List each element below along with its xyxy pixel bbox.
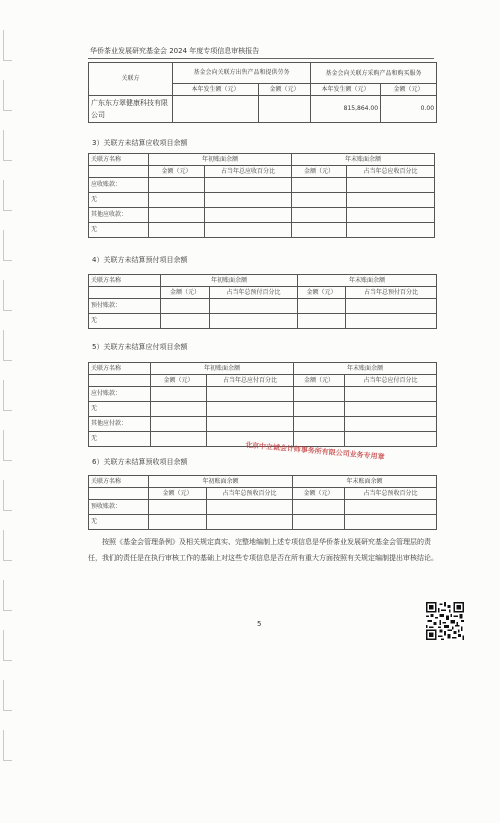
row-label: 无 [89, 432, 151, 447]
buys-year-cell: 815,864.00 [311, 96, 381, 123]
sales-amount-cell [259, 96, 311, 123]
sub-amount: 金额（元） [149, 488, 207, 500]
sub-buys-amount: 金额（元） [381, 84, 437, 96]
page-number: 5 [257, 620, 262, 628]
col-begin: 年初账面余额 [161, 275, 298, 287]
col-party: 关联方名称 [89, 154, 149, 166]
col-sales: 基金会向关联方出售产品和提供劳务 [173, 63, 311, 84]
table-row [89, 178, 435, 193]
row-label: 应收账款： [89, 178, 149, 193]
sub-amount: 金额（元） [151, 375, 207, 387]
advances-table [88, 475, 437, 530]
buys-amount-cell: 0.00 [381, 96, 437, 123]
table-row [89, 299, 437, 314]
table-row [89, 96, 437, 123]
sub-sales-year: 本年发生额（元） [173, 84, 259, 96]
sub-amount: 金额（元） [298, 287, 346, 299]
payables-table [88, 362, 437, 447]
row-label: 无 [89, 402, 151, 417]
table-row [89, 402, 437, 417]
col-end: 年末账面余额 [294, 363, 437, 375]
row-label: 其他应收款： [89, 208, 149, 223]
report-header: 华侨茶业发展研究基金会 2024 年度专项信息审核报告 [90, 47, 260, 55]
col-party: 关联方名称 [89, 275, 161, 287]
section-heading: 6）关联方未结算预收项目余额 [92, 458, 188, 466]
sub-pct: 占当年总应收百分比 [347, 166, 435, 178]
party-name: 广东东方翠健康科技有限公司 [89, 96, 173, 123]
col-begin: 年初账面余额 [151, 363, 294, 375]
row-label: 应付账款： [89, 387, 151, 402]
sub-amount: 金额（元） [292, 166, 347, 178]
table-row [89, 208, 435, 223]
audit-statement-text: 按照《基金会管理条例》及相关规定真实、完整地编制上述专项信息是华侨茶业发展研究基金会管理层的责任，我们的责任是在执行审核工作的基础上对这些专项信息是否在所有重大方面按照有关规定编制提出审核结论。 [88, 538, 438, 562]
related-transactions-table [88, 62, 437, 123]
col-buys: 基金会向关联方采购产品和购买服务 [311, 63, 437, 84]
sub-pct: 占当年总预付百分比 [346, 287, 437, 299]
table-row [89, 500, 437, 515]
sub-amount: 金额（元） [161, 287, 210, 299]
table-row [89, 193, 435, 208]
row-label: 无 [89, 223, 149, 238]
table-row [89, 223, 435, 238]
seal-stamp: 北京中立诚会计师事务所有限公司业务专用章 [244, 441, 385, 462]
sub-pct: 占当年总预收百分比 [207, 488, 293, 500]
col-party: 关联方名称 [89, 363, 151, 375]
sub-amount: 金额（元） [149, 166, 205, 178]
col-begin: 年初账面余额 [149, 476, 293, 488]
row-label: 其他应付款： [89, 417, 151, 432]
qr-code-icon [426, 602, 464, 640]
table-row [89, 417, 437, 432]
audit-statement [88, 534, 438, 566]
col-end: 年末账面余额 [292, 154, 435, 166]
sub-amount: 金额（元） [294, 375, 345, 387]
col-end: 年末账面余额 [298, 275, 437, 287]
row-label: 预收账款： [89, 500, 149, 515]
sub-pct: 占当年总预付百分比 [210, 287, 298, 299]
binding-marks [0, 0, 14, 823]
col-party: 关联方名称 [89, 476, 149, 488]
row-label: 无 [89, 193, 149, 208]
receivables-table [88, 153, 435, 238]
row-label: 无 [89, 515, 149, 530]
sub-pct: 占当年总应付百分比 [345, 375, 437, 387]
section-heading: 3）关联方未结算应收项目余额 [92, 139, 188, 147]
sales-year-cell [173, 96, 259, 123]
section-heading: 4）关联方未结算预付项目余额 [92, 256, 188, 264]
table-row [89, 314, 437, 329]
sub-sales-amount: 金额（元） [259, 84, 311, 96]
col-end: 年末账面余额 [293, 476, 437, 488]
sub-buys-year: 本年发生额（元） [311, 84, 381, 96]
sub-pct: 占当年总应付百分比 [207, 375, 294, 387]
row-label: 无 [89, 314, 161, 329]
sub-pct: 占当年总应收百分比 [205, 166, 292, 178]
sub-pct: 占当年总预收百分比 [345, 488, 437, 500]
sub-amount: 金额（元） [293, 488, 345, 500]
header-rule [88, 58, 434, 59]
section-heading: 5）关联方未结算应付项目余额 [92, 343, 188, 351]
prepayments-table [88, 274, 437, 329]
col-begin: 年初账面余额 [149, 154, 292, 166]
row-label: 预付账款： [89, 299, 161, 314]
col-party: 关联方 [89, 63, 173, 96]
table-row [89, 387, 437, 402]
table-row [89, 515, 437, 530]
